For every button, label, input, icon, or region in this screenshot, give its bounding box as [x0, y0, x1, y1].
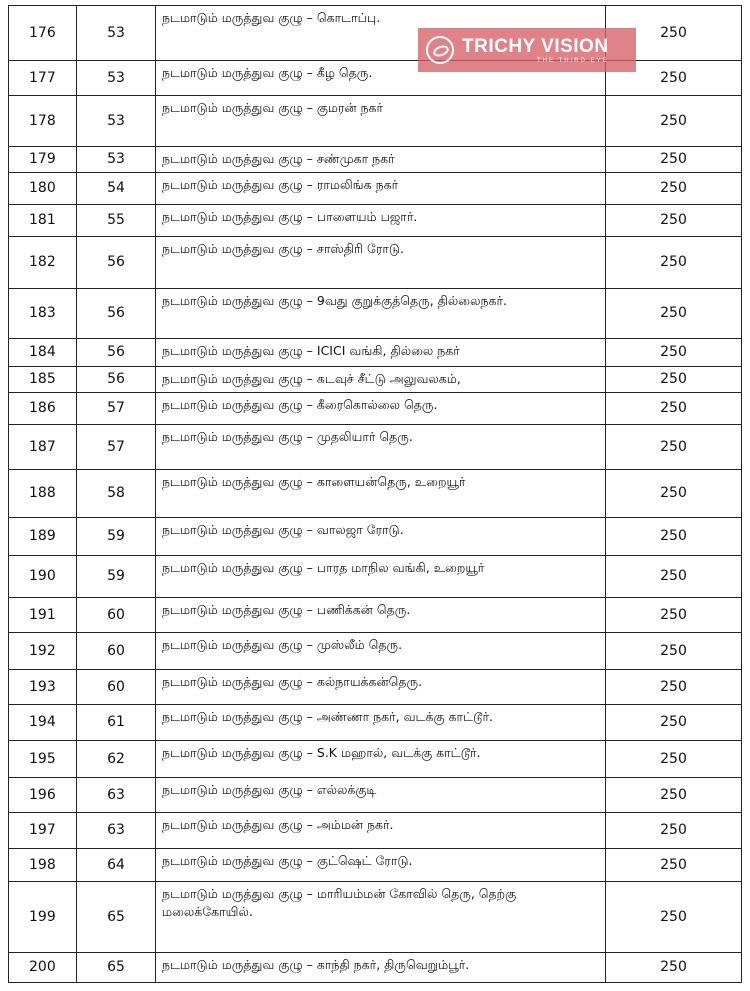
- table-row: [9, 778, 742, 813]
- amount-value: 250: [606, 96, 742, 147]
- amount-value: 250: [606, 425, 742, 470]
- ward-number: 60: [77, 633, 156, 670]
- ward-number: 63: [77, 778, 156, 813]
- location-description: நடமாடும் மருத்துவ குழு – கடவுச் சீட்டு அலுவலகம்,: [156, 367, 606, 393]
- ward-number: 58: [77, 470, 156, 518]
- table-row: [9, 96, 742, 147]
- amount-value: 250: [606, 633, 742, 670]
- table-row: [9, 813, 742, 849]
- amount-value: 250: [606, 367, 742, 393]
- table-row: [9, 393, 742, 425]
- amount-value: 250: [606, 61, 742, 96]
- serial-number: 176: [9, 6, 77, 61]
- serial-number: 177: [9, 61, 77, 96]
- ward-number: 56: [77, 339, 156, 367]
- table-row: [9, 705, 742, 741]
- table-row: [9, 367, 742, 393]
- ward-number: 62: [77, 741, 156, 778]
- location-description: நடமாடும் மருத்துவ குழு – கல்நாயக்கன்தெரு.: [156, 670, 606, 705]
- serial-number: 180: [9, 173, 77, 205]
- table-row: [9, 556, 742, 598]
- serial-number: 193: [9, 670, 77, 705]
- location-description: நடமாடும் மருத்துவ குழு – மாரியம்மன் கோவில் தெரு, தெற்கு மலைக்கோயில்.: [156, 882, 606, 953]
- table-row: [9, 425, 742, 470]
- amount-value: 250: [606, 598, 742, 633]
- ward-number: 63: [77, 813, 156, 849]
- table-row: [9, 953, 742, 983]
- table-row: [9, 518, 742, 556]
- table-row: [9, 173, 742, 205]
- table-row: [9, 289, 742, 339]
- serial-number: 192: [9, 633, 77, 670]
- serial-number: 184: [9, 339, 77, 367]
- serial-number: 182: [9, 237, 77, 289]
- table-row: [9, 741, 742, 778]
- table-row: [9, 470, 742, 518]
- table-row: [9, 633, 742, 670]
- location-description: நடமாடும் மருத்துவ குழு – ICICI வங்கி, தில்லை நகர்: [156, 339, 606, 367]
- watermark-text: [462, 37, 609, 64]
- amount-value: 250: [606, 741, 742, 778]
- ward-number: 65: [77, 953, 156, 983]
- location-description: நடமாடும் மருத்துவ குழு – 9வது குறுக்குத்தெரு, தில்லைநகர்.: [156, 289, 606, 339]
- table-row: [9, 205, 742, 237]
- ward-number: 56: [77, 289, 156, 339]
- serial-number: 178: [9, 96, 77, 147]
- serial-number: 188: [9, 470, 77, 518]
- serial-number: 189: [9, 518, 77, 556]
- amount-value: 250: [606, 289, 742, 339]
- trichy-vision-watermark: [418, 28, 636, 72]
- ward-number: 57: [77, 393, 156, 425]
- amount-value: 250: [606, 705, 742, 741]
- amount-value: 250: [606, 393, 742, 425]
- ward-number: 56: [77, 367, 156, 393]
- amount-value: 250: [606, 6, 742, 61]
- location-description: நடமாடும் மருத்துவ குழு – வாலஜா ரோடு.: [156, 518, 606, 556]
- location-description: நடமாடும் மருத்துவ குழு – எல்லக்குடி: [156, 778, 606, 813]
- location-description: நடமாடும் மருத்துவ குழு – கீழ தெரு.: [156, 61, 606, 96]
- location-description: நடமாடும் மருத்துவ குழு – குமரன் நகர்: [156, 96, 606, 147]
- watermark-tagline: THE THIRD EYE: [537, 57, 609, 64]
- location-description: நடமாடும் மருத்துவ குழு – காளையன்தெரு, உறையூர்: [156, 470, 606, 518]
- amount-value: 250: [606, 849, 742, 882]
- ward-number: 60: [77, 598, 156, 633]
- ward-number: 60: [77, 670, 156, 705]
- table-row: [9, 670, 742, 705]
- ward-number: 56: [77, 237, 156, 289]
- table-row: [9, 882, 742, 953]
- location-description: நடமாடும் மருத்துவ குழு – அண்ணா நகர், வடக்கு காட்டூர்.: [156, 705, 606, 741]
- location-description: நடமாடும் மருத்துவ குழு – பாரத மாநில வங்கி, உறையூர்: [156, 556, 606, 598]
- serial-number: 179: [9, 147, 77, 173]
- table-row: [9, 598, 742, 633]
- ward-number: 53: [77, 96, 156, 147]
- serial-number: 195: [9, 741, 77, 778]
- location-description: நடமாடும் மருத்துவ குழு – கொடாப்பு.: [156, 6, 606, 61]
- serial-number: 183: [9, 289, 77, 339]
- amount-value: 250: [606, 670, 742, 705]
- ward-number: 53: [77, 6, 156, 61]
- serial-number: 199: [9, 882, 77, 953]
- serial-number: 200: [9, 953, 77, 983]
- watermark-brand: TRICHY VISION: [462, 35, 609, 57]
- ward-number: 64: [77, 849, 156, 882]
- amount-value: 250: [606, 470, 742, 518]
- serial-number: 185: [9, 367, 77, 393]
- serial-number: 194: [9, 705, 77, 741]
- location-description: நடமாடும் மருத்துவ குழு – சண்முகா நகர்: [156, 147, 606, 173]
- ward-number: 53: [77, 147, 156, 173]
- serial-number: 181: [9, 205, 77, 237]
- location-description: நடமாடும் மருத்துவ குழு – சாஸ்திரி ரோடு.: [156, 237, 606, 289]
- ward-number: 54: [77, 173, 156, 205]
- ward-number: 55: [77, 205, 156, 237]
- amount-value: 250: [606, 237, 742, 289]
- location-description: நடமாடும் மருத்துவ குழு – முஸ்லீம் தெரு.: [156, 633, 606, 670]
- amount-value: 250: [606, 813, 742, 849]
- amount-value: 250: [606, 556, 742, 598]
- serial-number: 197: [9, 813, 77, 849]
- serial-number: 186: [9, 393, 77, 425]
- location-description: நடமாடும் மருத்துவ குழு – காந்தி நகர், திருவெறும்பூர்.: [156, 953, 606, 983]
- ward-number: 61: [77, 705, 156, 741]
- serial-number: 196: [9, 778, 77, 813]
- location-description: நடமாடும் மருத்துவ குழு – குட்ஷெட் ரோடு.: [156, 849, 606, 882]
- amount-value: 250: [606, 173, 742, 205]
- location-description: நடமாடும் மருத்துவ குழு – கீரைகொல்லை தெரு.: [156, 393, 606, 425]
- location-description: நடமாடும் மருத்துவ குழு – பணிக்கன் தெரு.: [156, 598, 606, 633]
- amount-value: 250: [606, 518, 742, 556]
- amount-value: 250: [606, 147, 742, 173]
- location-description: நடமாடும் மருத்துவ குழு – ராமலிங்க நகர்: [156, 173, 606, 205]
- eye-logo-icon: [426, 36, 454, 64]
- amount-value: 250: [606, 778, 742, 813]
- ward-number: 59: [77, 518, 156, 556]
- amount-value: 250: [606, 205, 742, 237]
- location-description: நடமாடும் மருத்துவ குழு – பாளையம் பஜார்.: [156, 205, 606, 237]
- location-description: நடமாடும் மருத்துவ குழு – முதலியார் தெரு.: [156, 425, 606, 470]
- ward-number: 65: [77, 882, 156, 953]
- table-row: [9, 339, 742, 367]
- table-row: [9, 849, 742, 882]
- serial-number: 187: [9, 425, 77, 470]
- serial-number: 191: [9, 598, 77, 633]
- location-description: நடமாடும் மருத்துவ குழு – அம்மன் நகர்.: [156, 813, 606, 849]
- ward-number: 53: [77, 61, 156, 96]
- serial-number: 190: [9, 556, 77, 598]
- serial-number: 198: [9, 849, 77, 882]
- schedule-table: [8, 5, 742, 983]
- ward-number: 59: [77, 556, 156, 598]
- table-row: [9, 147, 742, 173]
- amount-value: 250: [606, 339, 742, 367]
- amount-value: 250: [606, 882, 742, 953]
- location-description: நடமாடும் மருத்துவ குழு – S.K மஹால், வடக்கு காட்டூர்.: [156, 741, 606, 778]
- amount-value: 250: [606, 953, 742, 983]
- ward-number: 57: [77, 425, 156, 470]
- schedule-table-body: [9, 6, 742, 983]
- table-row: [9, 237, 742, 289]
